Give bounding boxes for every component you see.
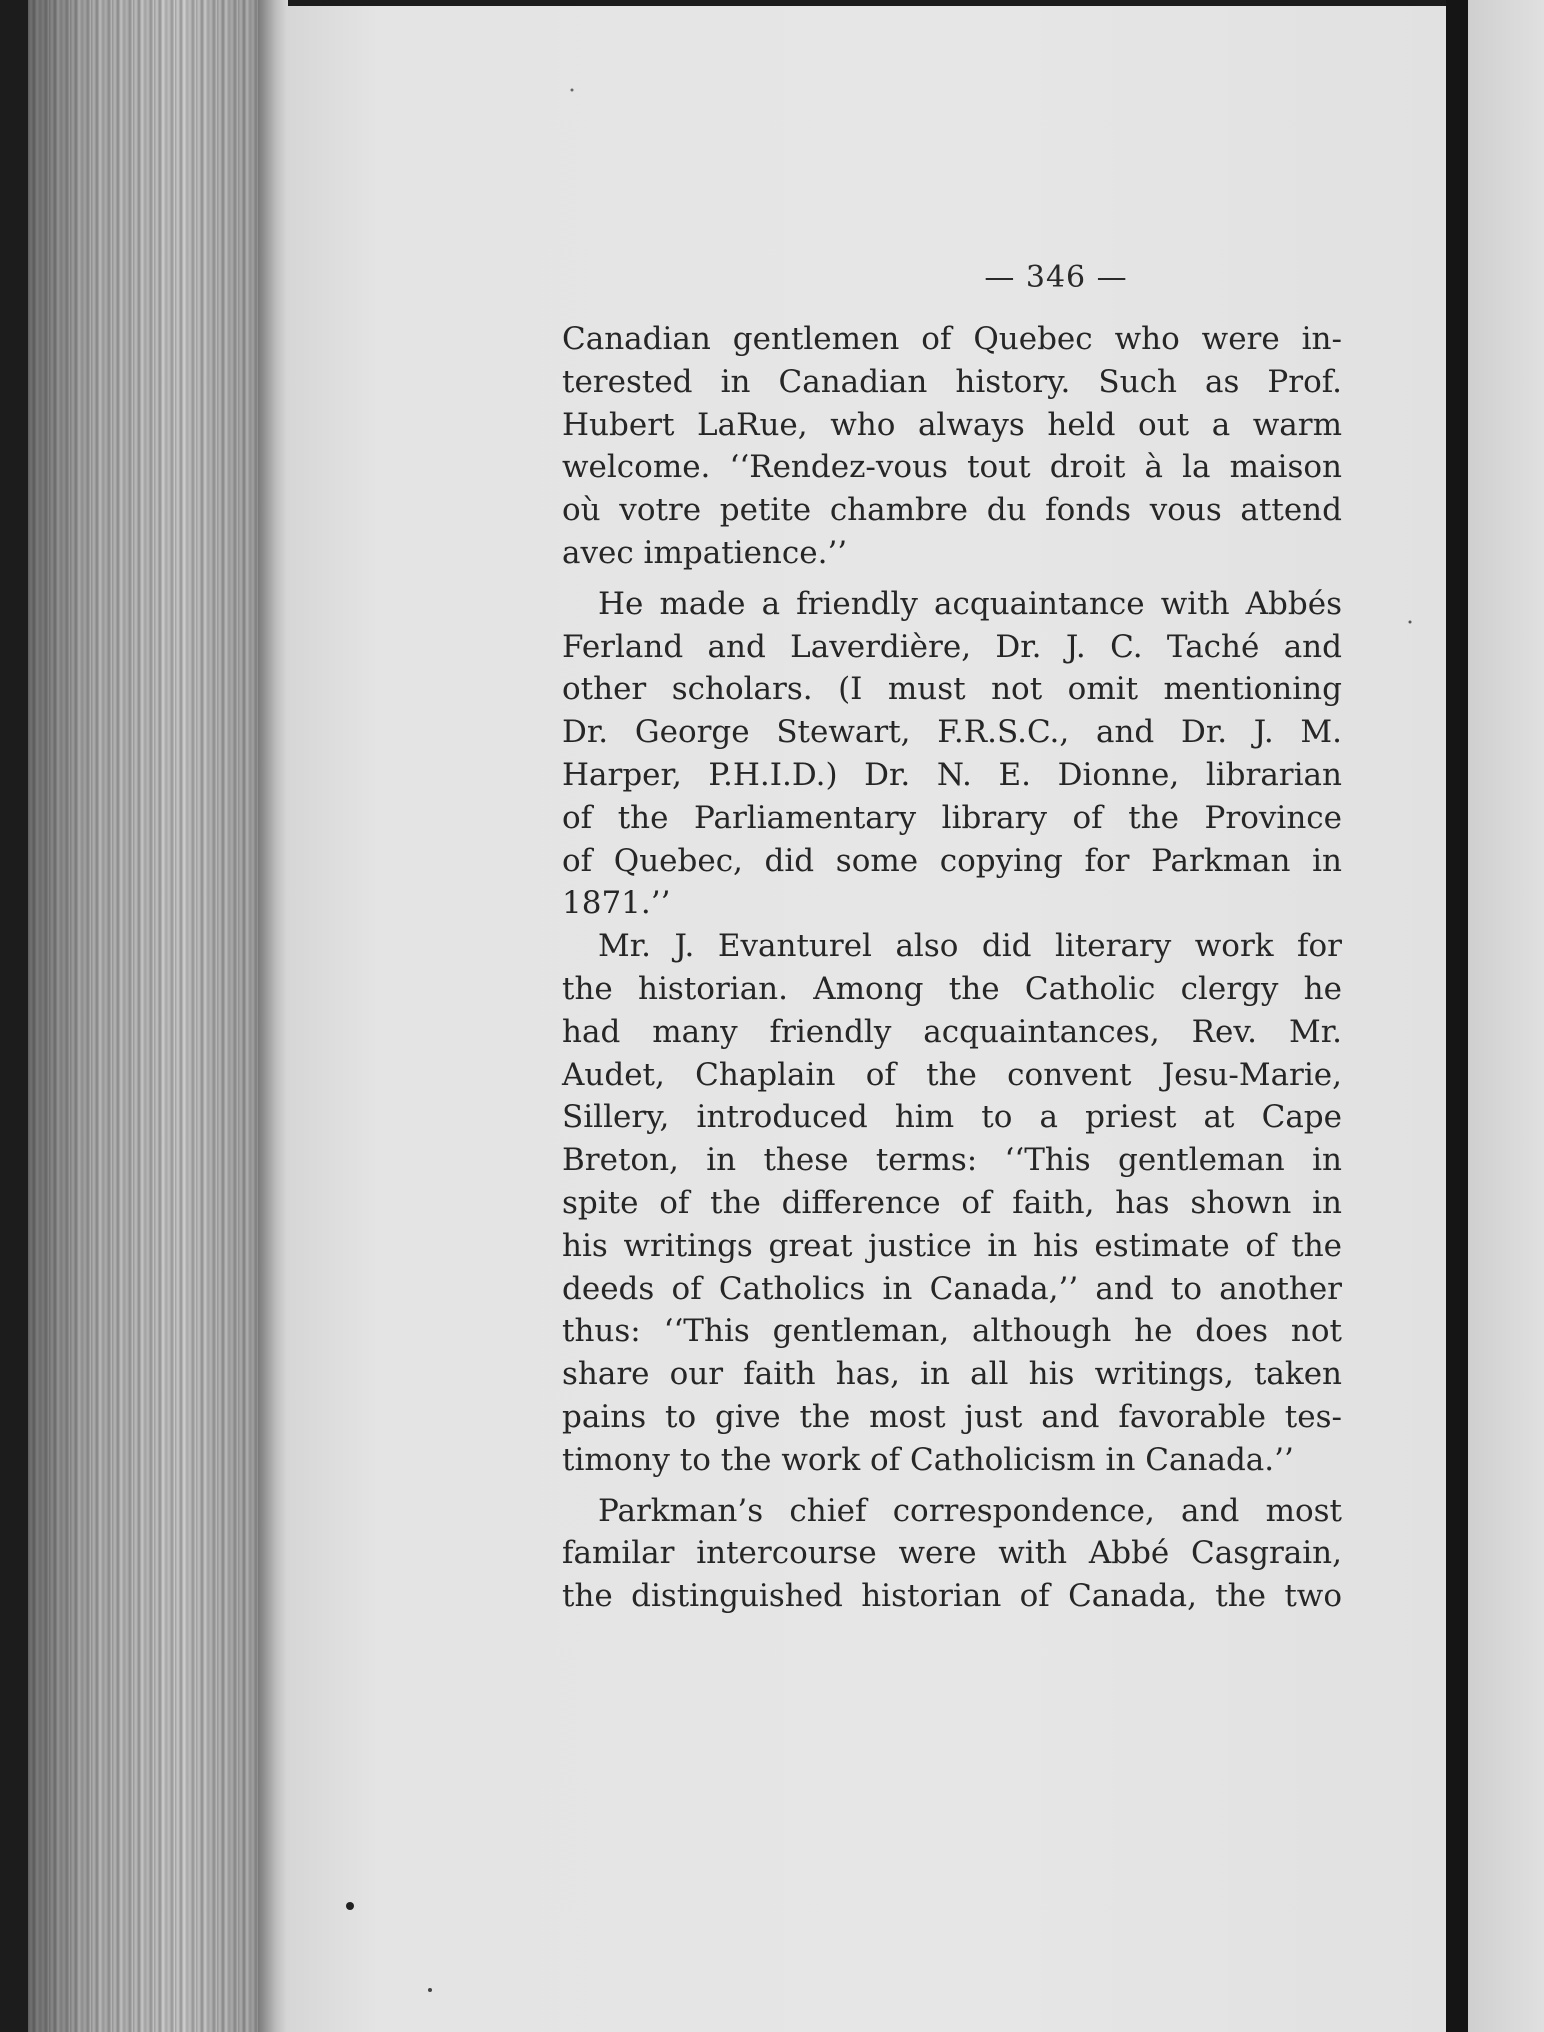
text-line: Audet, Chaplain of the convent Jesu-Marie, (562, 1056, 1342, 1093)
text-line: his writings great justice in his estimate of the (562, 1227, 1342, 1264)
speck (571, 89, 574, 92)
speck (346, 1902, 354, 1910)
text-line: Mr. J. Evanturel also did literary work for (598, 928, 1342, 965)
text-line: Dr. George Stewart, F.R.S.C., and Dr. J. M. (562, 714, 1342, 751)
text-line: other scholars. (I must not omit mentioning (562, 671, 1342, 708)
text-line: où votre petite chambre du fonds vous attend (562, 492, 1342, 529)
text-line: timony to the work of Catholicism in Canada.’’ (562, 1441, 1294, 1478)
text-line: He made a friendly acquaintance with Abbés (598, 585, 1342, 622)
text-line: Canadian gentlemen of Quebec who were in- (562, 321, 1342, 357)
text-line: welcome. ‘‘Rendez-vous tout droit à la maison (562, 449, 1342, 486)
text-line: Ferland and Laverdière, Dr. J. C. Taché and (562, 628, 1342, 665)
text-line: familar intercourse were with Abbé Casgrain, (562, 1535, 1342, 1572)
text-line: spite of the difference of faith, has shown in (562, 1184, 1342, 1221)
text-line: Breton, in these terms: ‘‘This gentleman in (562, 1142, 1342, 1179)
speck (1409, 621, 1412, 624)
text-line: pains to give the most just and favorable tes- (562, 1398, 1342, 1435)
text-line: of Quebec, did some copying for Parkman in (562, 842, 1342, 879)
text-line: thus: ‘‘This gentleman, although he does not (562, 1313, 1342, 1350)
text-line: 1871.’’ (562, 885, 671, 922)
speck (428, 1988, 432, 1992)
text-line: of the Parliamentary library of the Province (562, 799, 1342, 836)
text-line: the historian. Among the Catholic clergy he (562, 970, 1342, 1007)
text-line: Hubert LaRue, who always held out a warm (562, 406, 1342, 443)
text-line: share our faith has, in all his writings, taken (562, 1356, 1342, 1393)
text-line: had many friendly acquaintances, Rev. Mr. (562, 1013, 1342, 1050)
page-number: — 346 — (984, 260, 1128, 295)
text-line: avec impatience.’’ (562, 534, 848, 571)
text-line: Sillery, introduced him to a priest at Cape (562, 1099, 1342, 1136)
text-line: terested in Canadian history. Such as Prof. (562, 363, 1342, 400)
text-line: the distinguished historian of Canada, the two (562, 1578, 1342, 1615)
text-line: Harper, P.H.I.D.) Dr. N. E. Dionne, librarian (562, 756, 1342, 793)
text-line: Parkman’s chief correspondence, and most (598, 1492, 1342, 1529)
text-line: deeds of Catholics in Canada,’’ and to another (562, 1270, 1342, 1307)
